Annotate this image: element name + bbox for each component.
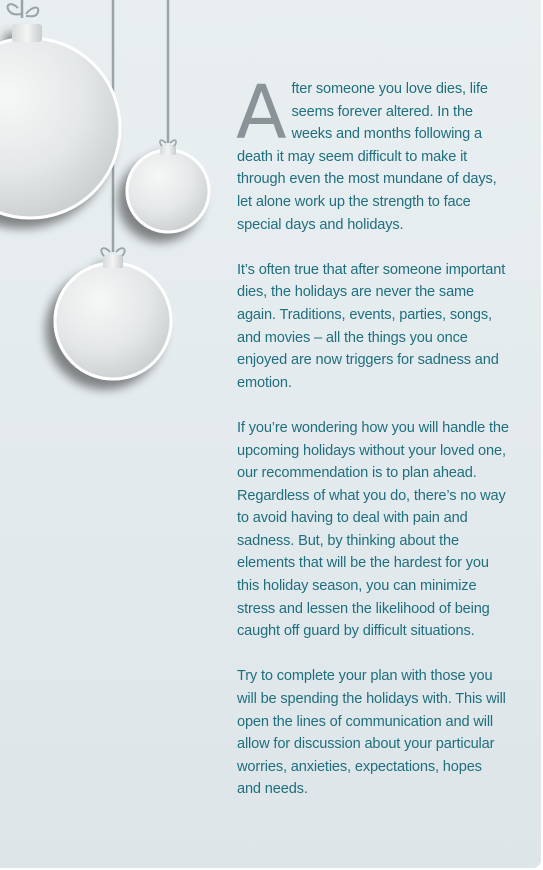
large-ornament-icon [0, 24, 120, 218]
small-ornament-icon [127, 145, 209, 232]
paragraph-1-text: fter someone you love dies, life seems forever altered. In the weeks and months following a death it may seem difficult to make it through even the most mundane of days, let alone work up the strength to face special days and holidays. [237, 81, 497, 233]
article-body [236, 70, 509, 824]
ornament-decoration [0, 0, 230, 400]
drop-cap: A [236, 70, 287, 156]
paragraph-2: It’s often true that after someone important dies, the holidays are never the same again. Traditions, events, parties, songs, and movies – all the things you once enjoyed are now triggers for sadness and emotion. [237, 261, 506, 391]
paragraph-3: If you’re wondering how you will handle the upcoming holidays without your loved one, our recommendation is to plan ahead. Regardless of what you do, there’s no way to avoid having to deal with pain and sadness. But, by thinking about the elements that will be the hardest for you this holiday season, you can minimize stress and lessen the likelihood of being caught off guard by difficult situations. [237, 419, 509, 640]
paragraph-4: Try to complete your plan with those you will be spending the holidays with. This will open the lines of communication and will allow for discussion about your particular worries, anxieties, expectations, hopes and needs. [237, 668, 506, 798]
paragraph-1 [236, 70, 509, 236]
medium-ornament-icon [55, 255, 171, 379]
